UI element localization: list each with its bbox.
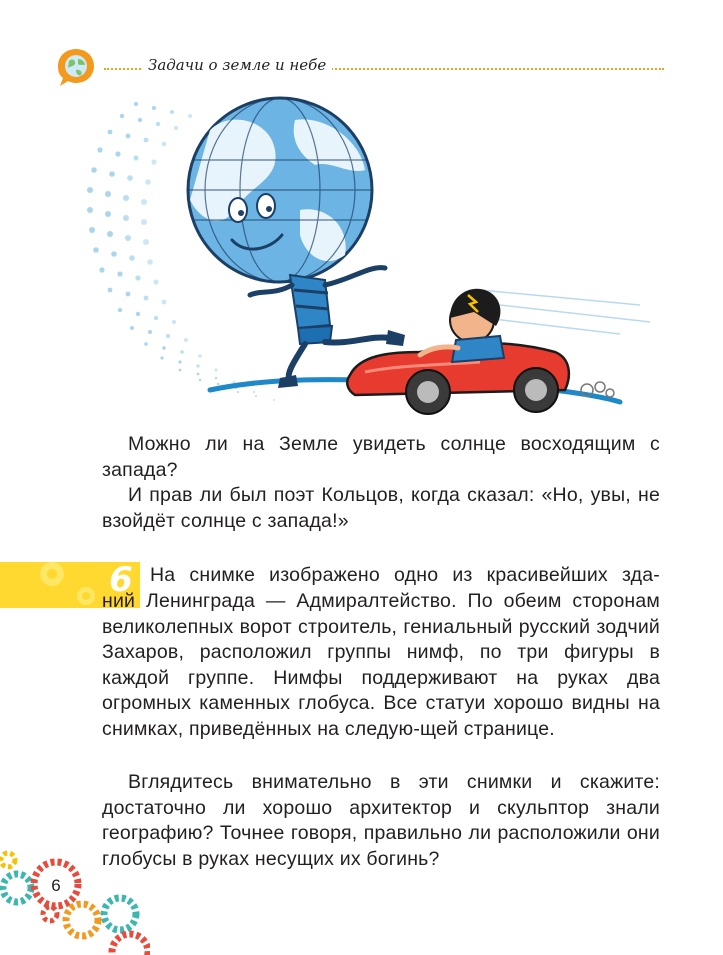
intro-paragraph-2: И прав ли был поэт Кольцов, когда сказал: «Но, увы, не взойдёт солнце с запада!» [102, 484, 660, 532]
section-title: Задачи о земле и небе [142, 56, 332, 74]
running-globe-and-race-car-illustration [60, 90, 660, 430]
intro-paragraph-1: Можно ли на Земле увидеть солнце восходящим с запада? [102, 433, 660, 481]
globe-speech-bubble-icon [54, 46, 98, 90]
task-number: 6 [109, 560, 133, 600]
task-paragraph-2: Вглядитесь внимательно в эти снимки и скажите: достаточно ли хорошо архитектор и скульптор знали географию? Точнее говоря, правильно ли расположили они глобусы в руках несущих их богинь? [102, 771, 660, 870]
section-header [54, 46, 664, 90]
task-paragraph-1: ний Ленинграда — Адмиралтейство. По обеим сторонам великолепных ворот строитель, гениальный русский зодчий Захаров, расположил группы нимф, по три фигуры в каждой группе. Нимфы поддерживают на руках два огромных каменных глобуса. Все статуи хорошо видны на снимках, приведённых на следую-щей странице. [102, 590, 660, 740]
task-paragraph-1-first-line: На снимке изображено одно из красивейших зда- [150, 564, 660, 586]
page-number: 6 [51, 876, 61, 895]
